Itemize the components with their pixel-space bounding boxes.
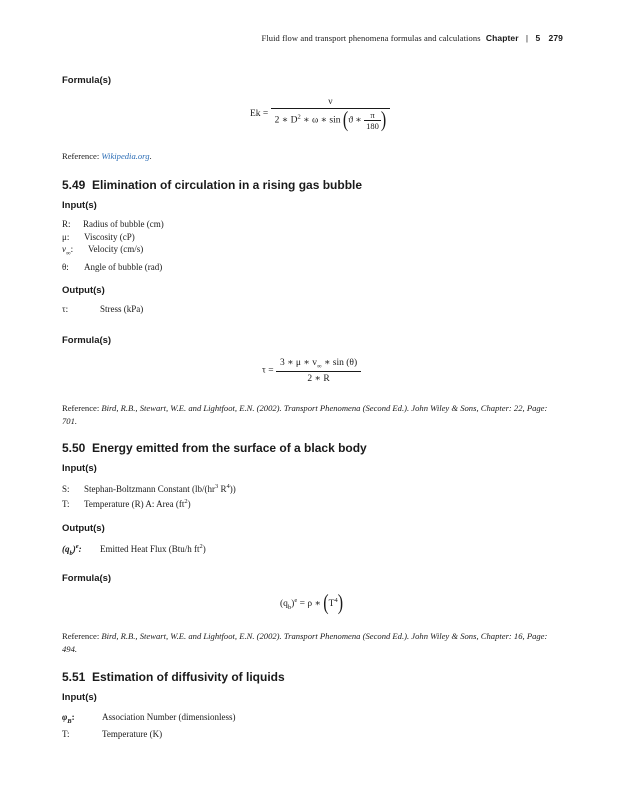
outputs-list-550	[62, 541, 206, 560]
equation-tau: τ = $\frac{3 ∗ \mu ∗ v_\infty ∗ \sin (\theta)}{2 ∗ R}$	[262, 357, 361, 384]
outputs-heading-549: Output(s)	[62, 285, 105, 296]
list-item: R: Radius of bubble (cm)	[62, 219, 164, 229]
eq-lhs: Ek =	[250, 109, 269, 120]
inputs-list-551	[62, 711, 235, 741]
list-item: T: Temperature (R) A: Area $(ft^2)$	[62, 497, 191, 509]
section-title-549: 5.49 Elimination of circulation in a rising gas bubble	[62, 178, 363, 192]
wikipedia-link[interactable]: Wikipedia.org	[101, 151, 150, 161]
eq-fraction	[271, 97, 391, 131]
header-separator: |	[525, 33, 529, 43]
list-item: μ: Viscosity (cP)	[62, 231, 135, 242]
list-item: $(q_b)^e$: Emitted Heat Flux (Btu/h $ft^2$)	[62, 543, 206, 557]
list-item: $\varphi_B$: Association Number (dimensionless)	[62, 712, 236, 725]
section-title-551: 5.51 Estimation of diffusivity of liquids	[62, 670, 285, 684]
inputs-heading-550: Input(s)	[62, 463, 97, 474]
formula-heading-550: Formula(s)	[62, 573, 112, 584]
inputs-heading-551: Input(s)	[62, 692, 97, 703]
inputs-heading-549: Input(s)	[62, 200, 97, 211]
outputs-list-549	[62, 303, 143, 316]
list-item: $v_\infty$: Velocity (cm/s)	[62, 244, 144, 257]
eq-fraction: $\frac{3 ∗ \mu ∗ v_\infty ∗ \sin (\theta)}{2 ∗ R}$	[276, 357, 361, 384]
equation-ek	[250, 97, 390, 131]
chapter-label: Chapter	[485, 33, 519, 43]
list-item: T: Temperature (K)	[62, 729, 163, 740]
eq-denominator: 2 ∗ $D^2$ ∗ ω ∗ sin (ϑ ∗ $\frac{\pi}{180}$ )	[271, 108, 391, 131]
chapter-number: 5	[535, 33, 541, 43]
formula-heading: Formula(s)	[62, 75, 112, 86]
reference-wikipedia: Reference: Wikipedia.org.	[62, 151, 152, 161]
inputs-list-550	[62, 481, 236, 510]
equation-heat-flux: $(q_b)^e = \rho$ ∗ $(T^4)$	[280, 591, 344, 616]
list-item: S: Stephan-Boltzmann Constant ($lb/(hr^3$ $R^4$))	[62, 483, 236, 494]
running-title: Fluid flow and transport phenomena formulas and calculations	[261, 33, 481, 43]
formula-heading-549: Formula(s)	[62, 335, 112, 346]
outputs-heading-550: Output(s)	[62, 523, 105, 534]
reference-549: Reference: Bird, R.B., Stewart, W.E. and Lightfoot, E.N. (2002). Transport Phenomena (Second Ed.). John Wiley & Sons, Chapter: 22, Page: 701.	[62, 403, 548, 426]
reference-550: Reference: Bird, R.B., Stewart, W.E. and Lightfoot, E.N. (2002). Transport Phenomena (Second Ed.). John Wiley & Sons, Chapter: 16, Page: 494.	[62, 631, 548, 654]
list-item: τ: Stress (kPa)	[62, 304, 144, 314]
inputs-list-549	[62, 218, 164, 273]
page-number: 279	[548, 33, 563, 43]
eq-numerator: ν	[328, 97, 333, 107]
list-item: θ: Angle of bubble (rad)	[62, 261, 163, 272]
running-header	[261, 33, 563, 43]
section-title-550: 5.50 Energy emitted from the surface of a black body	[62, 441, 367, 455]
